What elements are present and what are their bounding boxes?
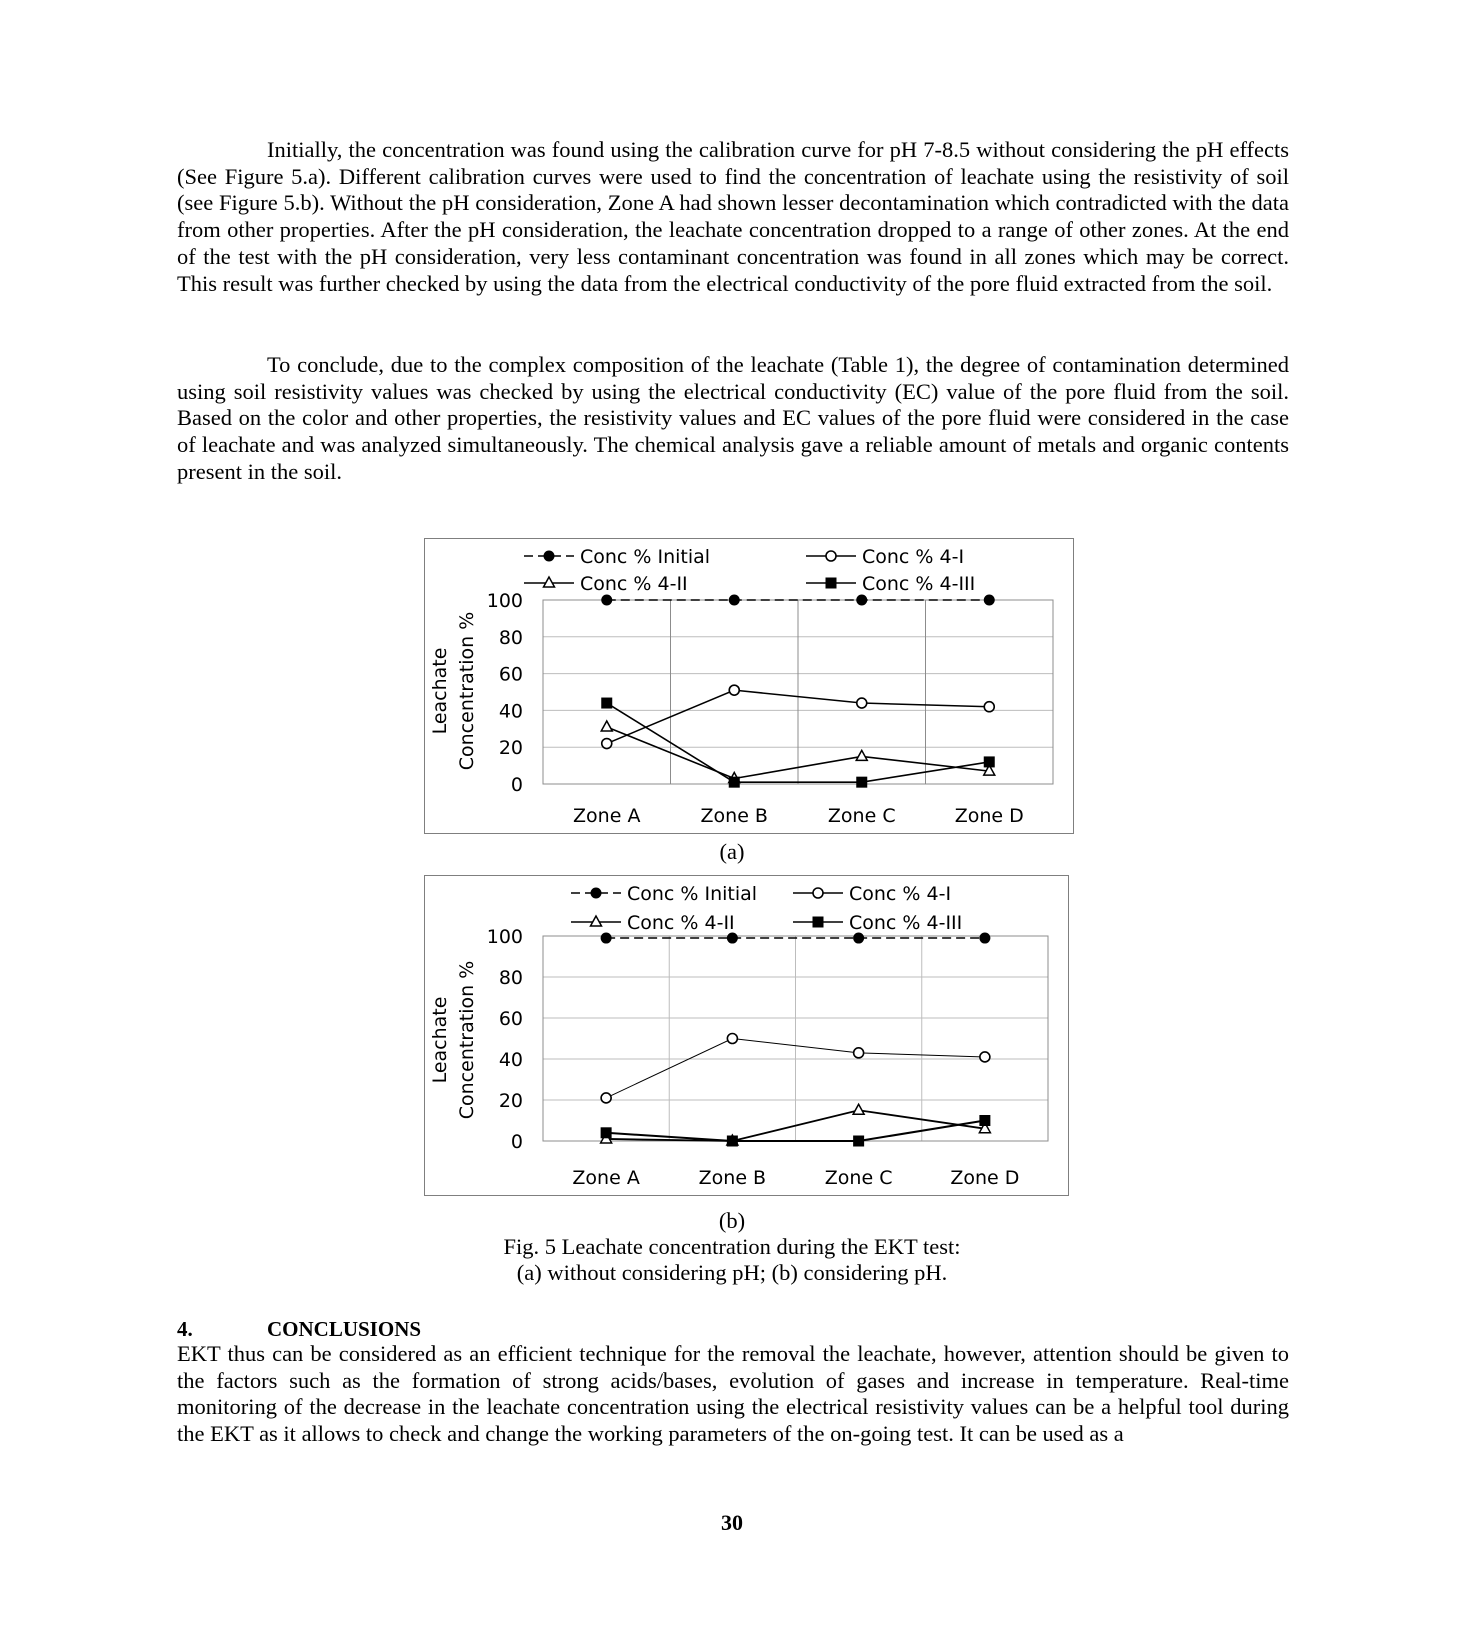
- chart-a-ytick-label: 80: [498, 626, 523, 649]
- chart-a-legend-label-4: Conc % 4-III: [862, 573, 976, 595]
- chart-b-legend-label-4: Conc % 4-III: [849, 912, 963, 934]
- chart-b-series-4-point: [727, 1136, 738, 1147]
- paragraph-conclude: [177, 352, 1289, 486]
- chart-a-series-2-point: [729, 685, 739, 695]
- paragraph-conclude-text: To conclude, due to the complex composition of the leachate (Table 1), the degree of contamination determined using soil resistivity values was checked by using the electrical conductivity (EC) value of the pore fluid from the soil. Based on the color and other properties, the resistivity values and EC values of the pore fluid were considered in the case of leachate and was analyzed simultaneously. The chemical analysis gave a reliable amount of metals and organic contents present in the soil.: [177, 352, 1289, 484]
- chart-a-ylabel-line2: Concentration %: [456, 611, 478, 771]
- chart-b-legend-label-3: Conc % 4-II: [627, 912, 735, 934]
- chart-b-xtick-label: Zone B: [698, 1167, 767, 1189]
- chart-a-series-2-point: [857, 698, 867, 708]
- chart-b-legend-marker-1: [591, 888, 602, 899]
- chart-a-legend-marker-3: [544, 577, 555, 587]
- chart-a-xtick-label: Zone A: [573, 805, 641, 827]
- chart-a-series-3-point: [856, 750, 867, 760]
- figure-caption-line1: Fig. 5 Leachate concentration during the EKT test:: [503, 1234, 961, 1259]
- chart-a-series-1-point: [856, 595, 867, 606]
- chart-a-legend-label-1: Conc % Initial: [580, 546, 711, 568]
- chart-b-ylabel: [429, 961, 478, 1120]
- chart-b-series-3-point: [853, 1104, 864, 1114]
- paragraph-conclusions: EKT thus can be considered as an efficient technique for the removal the leachate, however, attention should be given to the factors such as the formation of strong acids/bases, evolution of gases and increase in temperature. Real-time monitoring of the decrease in the leachate concentration using the electrical resistivity values can be a helpful tool during the EKT as it allows to check and change the working parameters of the on-going test. It can be used as a: [177, 1341, 1289, 1447]
- chart-b-ytick-label: 0: [510, 1131, 523, 1153]
- chart-b-series-1-point: [853, 933, 864, 944]
- chart-a-series-4-point: [856, 777, 867, 788]
- paragraph-intro: [177, 137, 1289, 297]
- chart-a-series-2-point: [602, 739, 612, 749]
- chart-a-plot: [425, 539, 1073, 833]
- chart-a-xtick-label: Zone C: [827, 805, 896, 827]
- chart-b-legend-marker-2: [813, 888, 823, 898]
- chart-b-series-2-point: [980, 1052, 990, 1062]
- chart-a-series-2-point: [984, 702, 994, 712]
- chart-b-series-1-point: [727, 933, 738, 944]
- chart-a-ylabel: [429, 612, 478, 771]
- chart-a-series-1-point: [984, 595, 995, 606]
- chart-b: [424, 875, 1069, 1196]
- chart-a-ytick-label: 60: [498, 663, 523, 686]
- chart-a-xtick-label: Zone D: [954, 805, 1024, 827]
- chart-a-ytick-label: 100: [486, 590, 523, 612]
- paragraph-intro-text: Initially, the concentration was found using the calibration curve for pH 7-8.5 without considering the pH effects (See Figure 5.a). Different calibration curves were used to find the concentration of leachate using the resistivity of soil (see Figure 5.b). Without the pH consideration, Zone A had shown lesser decontamination which contradicted with the data from other properties. After the pH consideration, the leachate concentration dropped to a range of other zones. At the end of the test with the pH consideration, very less contaminant concentration was found in all zones which may be correct. This result was further checked by using the data from the electrical conductivity of the pore fluid extracted from the soil.: [177, 137, 1289, 296]
- chart-a-ytick-label: 0: [510, 774, 523, 796]
- chart-b-series-4-point: [601, 1127, 612, 1138]
- chart-a-series-4-point: [984, 756, 995, 767]
- chart-a-series-3-point: [601, 721, 612, 731]
- chart-a-series-4-point: [729, 777, 740, 788]
- page-number: 30: [721, 1510, 743, 1535]
- chart-b-ylabel-line1: Leachate: [429, 996, 451, 1084]
- chart-b-plot: [425, 876, 1068, 1195]
- chart-a-series-1-point: [601, 595, 612, 606]
- chart-b-series-2-point: [601, 1093, 611, 1103]
- chart-b-series-4-point: [979, 1115, 990, 1126]
- chart-b-ylabel-line2: Concentration %: [456, 960, 478, 1120]
- chart-b-series-1-point: [601, 933, 612, 944]
- chart-b-legend-label-1: Conc % Initial: [627, 883, 758, 905]
- chart-b-ytick-label: 40: [498, 1049, 523, 1071]
- chart-a-series-4-point: [601, 698, 612, 709]
- chart-b-series-4-point: [853, 1136, 864, 1147]
- figure-label-a: (a): [719, 839, 745, 864]
- chart-a-series-1-point: [729, 595, 740, 606]
- figure-caption-line2: (a) without considering pH; (b) considering pH.: [516, 1260, 948, 1285]
- chart-b-series-2-point: [727, 1034, 737, 1044]
- chart-b-xtick-label: Zone C: [824, 1167, 893, 1189]
- chart-b-series-1-point: [979, 933, 990, 944]
- chart-a-legend-marker-4: [826, 578, 837, 589]
- figure-label-b: (b): [718, 1208, 746, 1233]
- chart-a-legend-label-3: Conc % 4-II: [580, 573, 688, 595]
- chart-b-ytick-label: 100: [486, 926, 523, 948]
- chart-b-xtick-label: Zone D: [950, 1167, 1020, 1189]
- chart-b-xtick-label: Zone A: [572, 1167, 640, 1189]
- section-number: 4.: [177, 1317, 193, 1341]
- chart-b-legend-marker-4: [813, 917, 824, 928]
- chart-a-ytick-label: 20: [498, 737, 523, 760]
- chart-a-legend-marker-1: [544, 551, 555, 562]
- chart-a-ytick-label: 40: [498, 700, 523, 723]
- section-title: CONCLUSIONS: [267, 1317, 422, 1341]
- chart-a: [424, 538, 1074, 834]
- chart-b-ytick-label: 80: [498, 967, 523, 989]
- chart-b-series-2-point: [854, 1048, 864, 1058]
- chart-a-legend-label-2: Conc % 4-I: [862, 546, 965, 568]
- chart-b-legend-marker-3: [591, 916, 602, 926]
- chart-b-ytick-label: 60: [498, 1008, 523, 1030]
- chart-b-ytick-label: 20: [498, 1090, 523, 1112]
- section-heading: [177, 1317, 421, 1342]
- chart-a-legend-marker-2: [826, 551, 836, 561]
- chart-a-ylabel-line1: Leachate: [429, 647, 451, 735]
- chart-a-xtick-label: Zone B: [700, 805, 768, 827]
- chart-b-legend-label-2: Conc % 4-I: [849, 883, 952, 905]
